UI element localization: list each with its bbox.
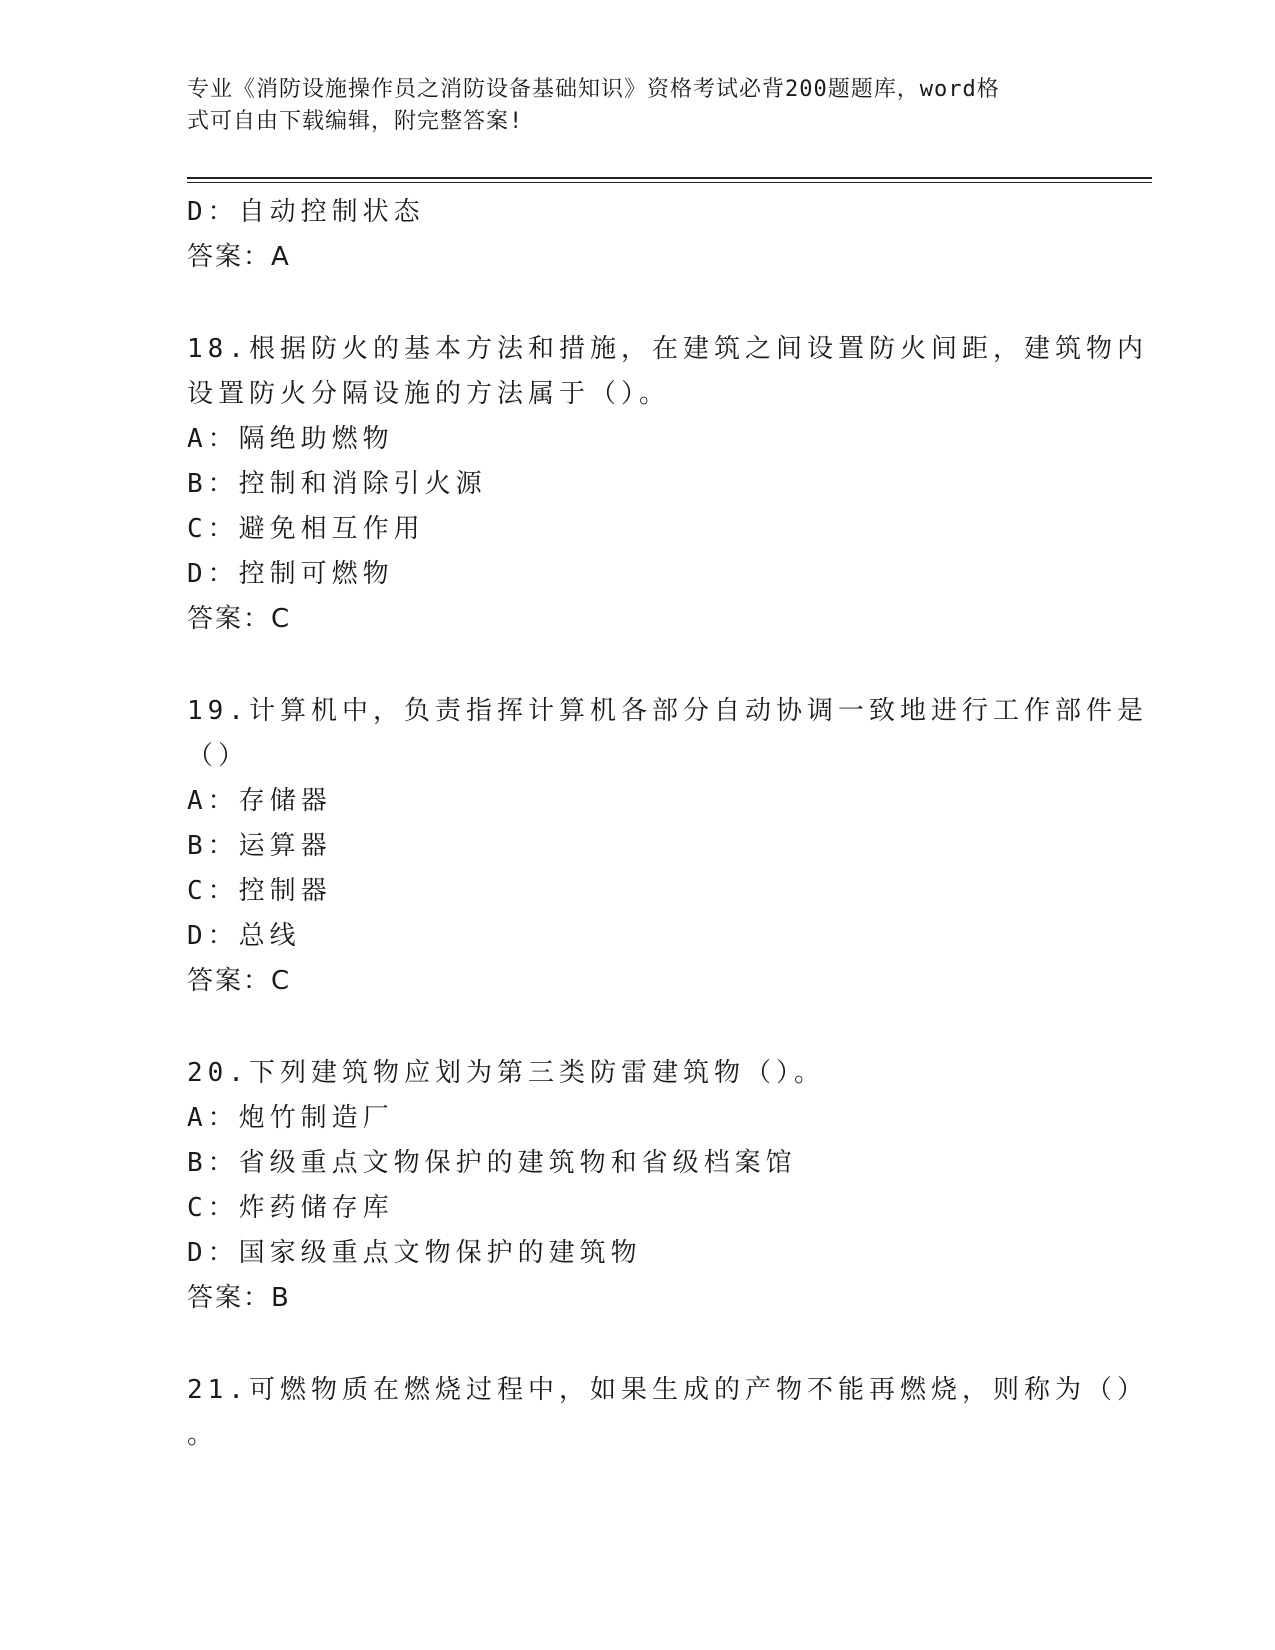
question-list bbox=[187, 190, 1148, 1458]
question-text-line-1: 21.可燃物质在燃烧过程中，如果生成的产物不能再燃烧，则称为（） bbox=[187, 1375, 1148, 1405]
question-text-line-1: 19.计算机中，负责指挥计算机各部分自动协调一致地进行工作部件是 bbox=[187, 696, 1148, 726]
option-d: D：自动控制状态 bbox=[187, 197, 425, 227]
question-21 bbox=[187, 1368, 1148, 1458]
header-line-2: 式可自由下载编辑，附完整答案! bbox=[187, 109, 524, 134]
question-20 bbox=[187, 1051, 1087, 1321]
question-text-line-1: 18.根据防火的基本方法和措施，在建筑之间设置防火间距，建筑物内 bbox=[187, 334, 1148, 364]
question-text-line-2: 。 bbox=[187, 1420, 219, 1450]
option-d: D：国家级重点文物保护的建筑物 bbox=[187, 1238, 642, 1268]
question-text-line-2: 设置防火分隔设施的方法属于（）。 bbox=[187, 379, 671, 409]
answer: 答案：A bbox=[187, 242, 291, 272]
question-19 bbox=[187, 689, 1148, 1004]
option-a: A：存储器 bbox=[187, 786, 332, 816]
option-b: B：运算器 bbox=[187, 831, 332, 861]
option-b: B：控制和消除引火源 bbox=[187, 469, 487, 499]
header-rule-thick bbox=[187, 177, 1152, 179]
question-18 bbox=[187, 327, 1148, 642]
option-a: A：隔绝助燃物 bbox=[187, 424, 394, 454]
answer: 答案：C bbox=[187, 966, 292, 996]
page-header bbox=[187, 74, 1077, 138]
answer: 答案：B bbox=[187, 1283, 291, 1313]
option-a: A：炮竹制造厂 bbox=[187, 1103, 394, 1133]
header-rule-thin bbox=[187, 182, 1152, 183]
answer: 答案：C bbox=[187, 604, 292, 634]
option-c: C：炸药储存库 bbox=[187, 1193, 394, 1223]
option-d: D：控制可燃物 bbox=[187, 559, 394, 589]
option-c: C：控制器 bbox=[187, 876, 332, 906]
option-c: C：避免相互作用 bbox=[187, 514, 425, 544]
prev-question-tail bbox=[187, 190, 1087, 280]
question-text-line-2: （） bbox=[187, 741, 250, 771]
option-b: B：省级重点文物保护的建筑物和省级档案馆 bbox=[187, 1148, 797, 1178]
header-line-1: 专业《消防设施操作员之消防设备基础知识》资格考试必背200题题库，word格 bbox=[187, 77, 1000, 102]
option-d: D：总线 bbox=[187, 921, 301, 951]
question-text-line-1: 20.下列建筑物应划为第三类防雷建筑物（）。 bbox=[187, 1058, 825, 1088]
